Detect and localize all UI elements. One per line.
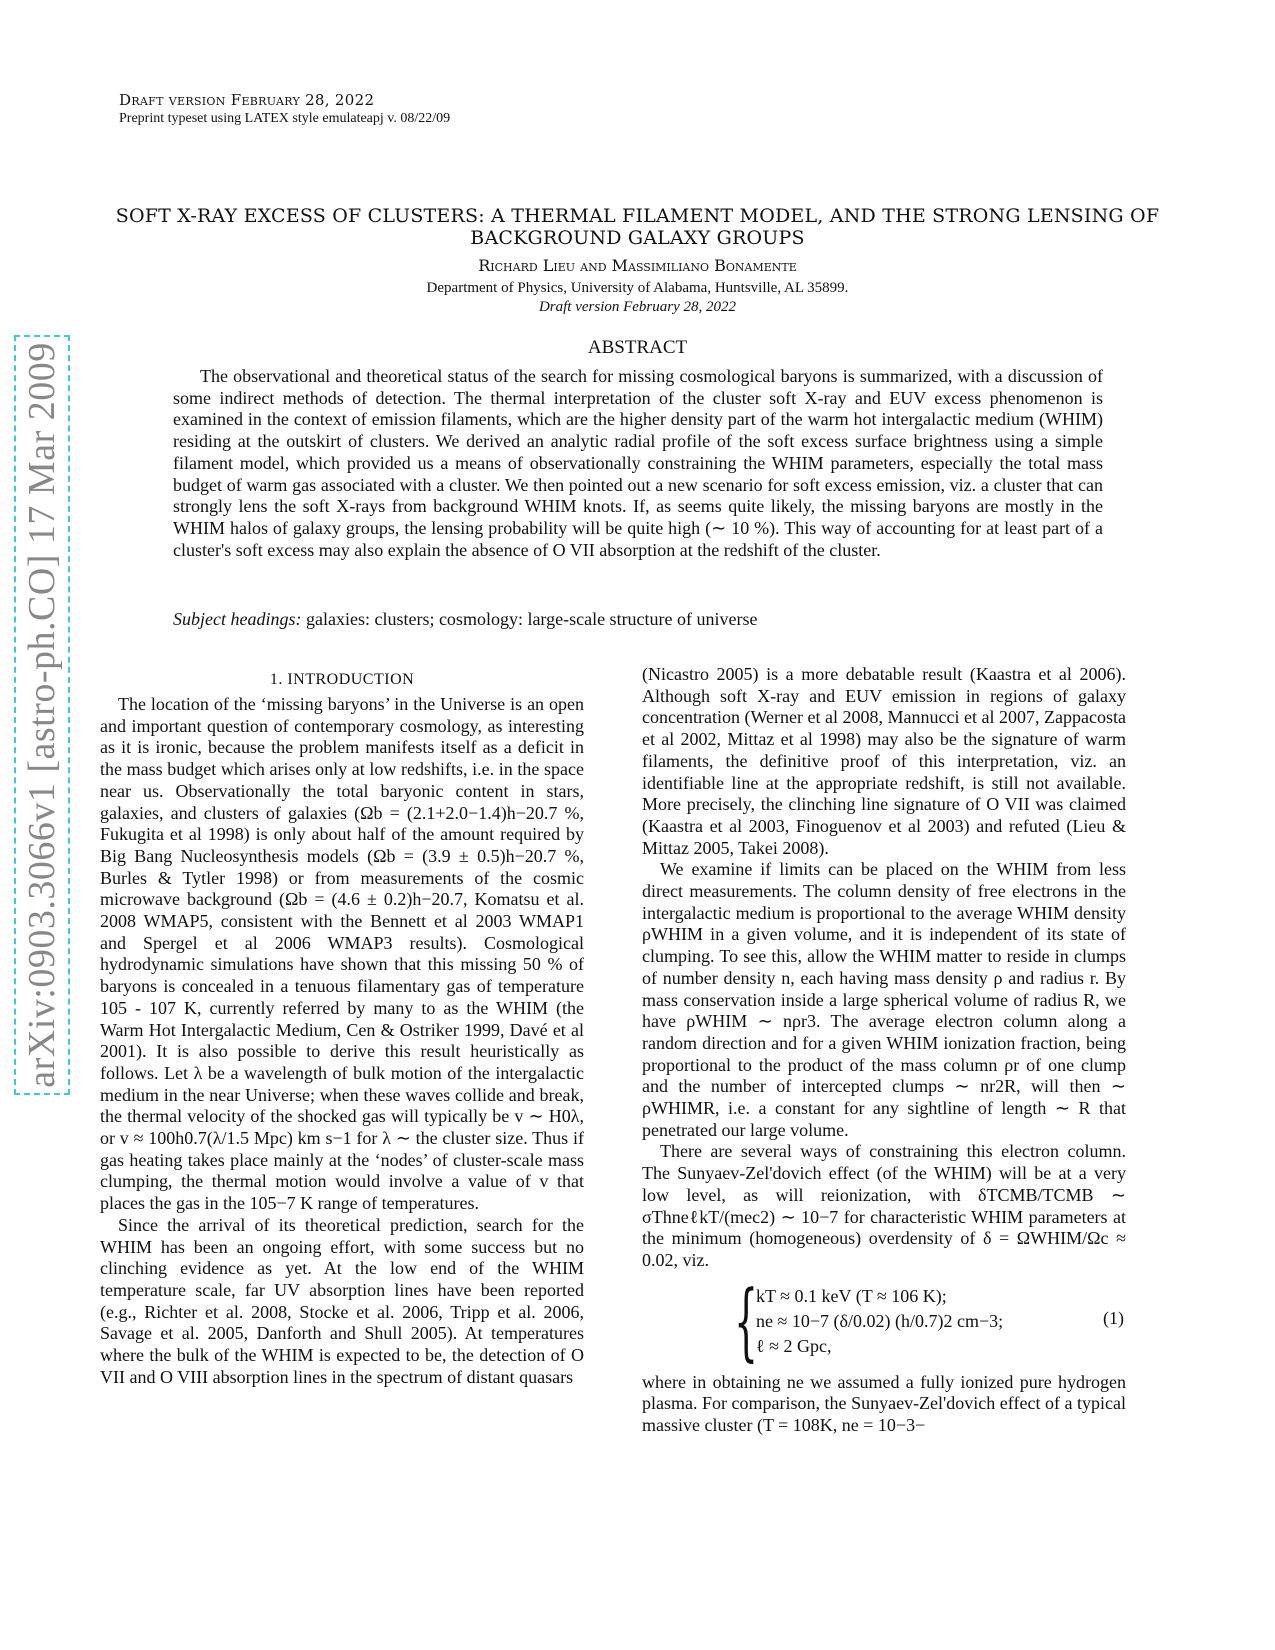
equation-1 bbox=[642, 1271, 1126, 1370]
equation-line-length: ℓ ≈ 2 Gpc, bbox=[756, 1335, 832, 1356]
equation-brace: { bbox=[734, 1271, 759, 1370]
right-paragraph-1: (Nicastro 2005) is a more debatable result (Kaastra et al 2006). Although soft X-ray and EUV emission in regions of galaxy concentration (Werner et al 2008, Mannucci et al 2007, Zappacosta et al 2002, Mittaz et al 1998) may also be the signature of warm filaments, the definitive proof of this interpretation, viz. an identifiable line at the appropriate redshift, is still not available. More precisely, the clinching line signature of O VII was claimed (Kaastra et al 2003, Finoguenov et al 2003) and refuted (Lieu & Mittaz 2005, Takei 2008). bbox=[642, 664, 1126, 858]
equation-number: (1) bbox=[1103, 1307, 1124, 1328]
header-preprint-line: Preprint typeset using LATEX style emulateapj v. 08/22/09 bbox=[119, 111, 451, 126]
intro-paragraph-1: The location of the ‘missing baryons’ in the Universe is an open and important question of contemporary cosmology, as interesting as it is ironic, because the problem manifests itself as a deficit in the mass budget which arises only at low redshifts, i.e. in the space near us. Observationally the total baryonic content in stars, galaxies, and clusters of galaxies (Ωb = (2.1+2.0−1.4)h−20.7 %, Fukugita et al 1998) is only about half of the amount required by Big Bang Nucleosynthesis models (Ωb = (3.9 ± 0.5)h−20.7 %, Burles & Tytler 1998) or from measurements of the cosmic microwave background (Ωb = (4.6 ± 0.2)h−20.7, Komatsu et al. 2008 WMAP5, consistent with the Bennett et al 2003 WMAP1 and Spergel et al 2006 WMAP3 results). Cosmological hydrodynamic simulations have shown that this missing 50 % of baryons is concealed in a tenuous filamentary gas of temperature 105 - 107 K, currently referred by many to as the WHIM (the Warm Hot Intergalactic Medium, Cen & Ostriker 1999, Davé et al 2001). It is also possible to derive this result heuristically as follows. Let λ be a wavelength of bulk motion of the intergalactic medium in the near Universe; when these waves collide and break, the thermal velocity of the shocked gas will typically be v ∼ H0λ, or v ≈ 100h0.7(λ/1.5 Mpc) km s−1 for λ ∼ the cluster size. Thus if gas heating takes place mainly at the ‘nodes’ of cluster-scale mass clumping, the thermal motion would involve a value of v that places the gas in the 105−7 K range of temperatures. bbox=[100, 694, 584, 1214]
right-paragraph-3: There are several ways of constraining this electron column. The Sunyaev-Zel'dovich effect (of the WHIM) will be at a very low level, as will reionization, with δTCMB/TCMB ∼ σThneℓkT/(mec2) ∼ 10−7 for characteristic WHIM parameters at the minimum (homogeneous) overdensity of δ = ΩWHIM/Ωc ≈ 0.02, viz. bbox=[642, 1141, 1126, 1270]
header-draft-version: Draft version February 28, 2022 bbox=[119, 91, 375, 109]
affiliation: Department of Physics, University of Alabama, Huntsville, AL 35899. bbox=[426, 280, 849, 296]
draft-date: Draft version February 28, 2022 bbox=[538, 299, 737, 315]
abstract-body: The observational and theoretical status of the search for missing cosmological baryons is summarized, with a discussion of some indirect methods of detection. The thermal interpretation of the cluster soft X-ray and EUV excess phenomenon is examined in the context of emission filaments, which are the higher density part of the warm hot intergalactic medium (WHIM) residing at the outskirt of clusters. We derived an analytic radial profile of the soft excess surface brightness using a simple filament model, which provided us a means of observationally constraining the WHIM parameters, especially the total mass budget of warm gas associated with a cluster. We then pointed out a new scenario for soft excess emission, viz. a cluster that can strongly lens the soft X-rays from background WHIM knots. If, as seems quite likely, the missing baryons are mostly in the WHIM halos of galaxy groups, the lensing probability will be quite high (∼ 10 %). This way of accounting for at least part of a cluster's soft excess may also explain the absence of O VII absorption at the redshift of the cluster. bbox=[173, 366, 1103, 560]
right-paragraph-4: where in obtaining ne we assumed a fully ionized pure hydrogen plasma. For comparison, the Sunyaev-Zel'dovich effect of a typical massive cluster (T = 108K, ne = 10−3− bbox=[642, 1371, 1126, 1436]
section-heading-introduction: 1. INTRODUCTION bbox=[269, 671, 415, 688]
subject-headings-label: Subject headings: bbox=[173, 609, 302, 629]
paper-title: SOFT X-RAY EXCESS OF CLUSTERS: A THERMAL FILAMENT MODEL, AND THE STRONG LENSING OF BACKGROUND GALAXY GROUPS bbox=[115, 205, 1160, 249]
left-column bbox=[100, 670, 584, 1389]
arxiv-identifier[interactable]: arXiv:0903.3066v1 [astro-ph.CO] 17 Mar 2009 bbox=[21, 342, 63, 1088]
abstract-heading: ABSTRACT bbox=[587, 337, 688, 358]
subject-headings bbox=[173, 608, 1103, 630]
intro-paragraph-2: Since the arrival of its theoretical prediction, search for the WHIM has been an ongoing effort, with some success but no clinching evidence as yet. At the low end of the WHIM temperature scale, far UV absorption lines have been reported (e.g., Richter et al. 2008, Stocke et al. 2006, Tripp et al. 2006, Savage et al. 2005, Danforth and Shull 2005). At temperatures where the bulk of the WHIM is expected to be, the detection of O VII and O VIII absorption lines in the spectrum of distant quasars bbox=[100, 1214, 584, 1387]
subject-headings-text: galaxies: clusters; cosmology: large-scale structure of universe bbox=[305, 609, 758, 629]
equation-line-density: ne ≈ 10−7 (δ/0.02) (h/0.7)2 cm−3; bbox=[756, 1310, 1004, 1331]
right-paragraph-2: We examine if limits can be placed on the WHIM from less direct measurements. The column density of free electrons in the intergalactic medium is proportional to the average WHIM density ρWHIM in a given volume, and it is independent of its state of clumping. To see this, allow the WHIM matter to reside in clumps of number density n, each having mass density ρ and radius r. By mass conservation inside a large spherical volume of radius R, we have ρWHIM ∼ nρr3. The average electron column along a random direction and for a given WHIM ionization fraction, being proportional to the product of the mass column ρr of one clump and the number of intercepted clumps ∼ nr2R, will then ∼ ρWHIMR, i.e. a constant for any sightline of length ∼ R that penetrated our large volume. bbox=[642, 859, 1126, 1140]
authors: Richard Lieu and Massimiliano Bonamente bbox=[478, 256, 797, 275]
arxiv-stamp[interactable] bbox=[14, 335, 70, 1095]
equation-line-temperature: kT ≈ 0.1 keV (T ≈ 106 K); bbox=[756, 1285, 947, 1306]
right-column bbox=[642, 664, 1126, 1437]
